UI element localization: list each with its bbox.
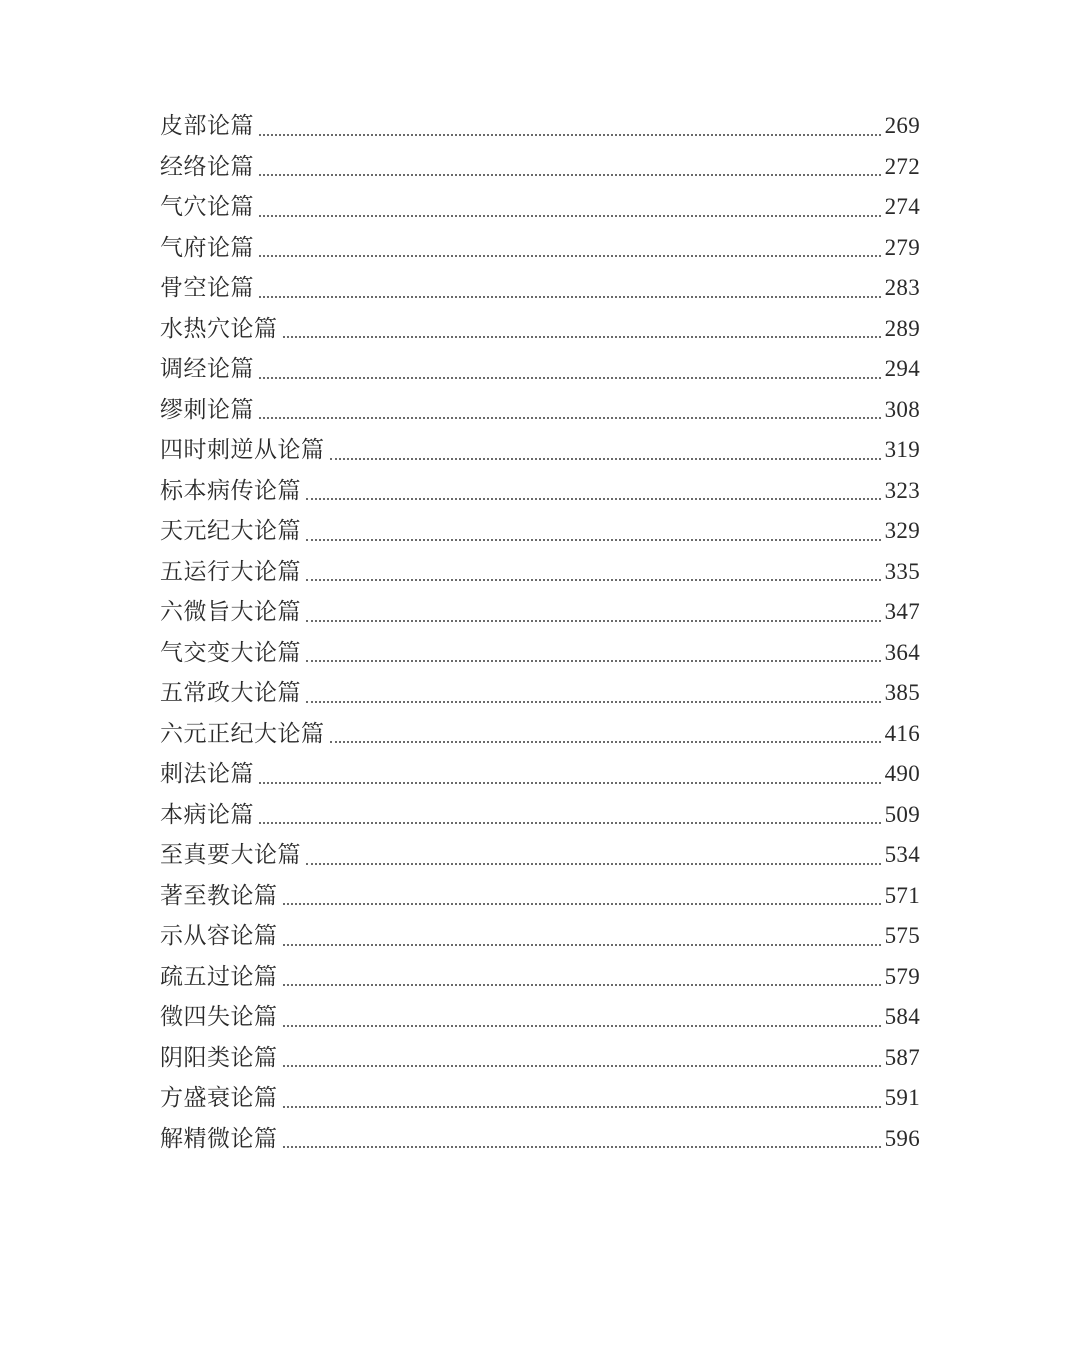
toc-entry-title: 缪刺论篇 xyxy=(160,396,254,423)
toc-entry xyxy=(160,147,920,188)
dot-leader xyxy=(259,134,881,136)
dot-leader xyxy=(306,579,881,581)
toc-entry xyxy=(160,916,920,957)
toc-entry-title: 四时刺逆从论篇 xyxy=(160,437,325,463)
toc-entry xyxy=(160,754,920,795)
toc-entry xyxy=(160,106,920,147)
toc-entry-title: 至真要大论篇 xyxy=(160,842,301,868)
dot-leader xyxy=(259,782,881,784)
toc-entry-title: 气穴论篇 xyxy=(160,194,254,220)
toc-entry-title: 气交变大论篇 xyxy=(160,639,301,666)
toc-entry-page: 283 xyxy=(884,275,920,300)
toc-entry-page: 509 xyxy=(884,801,920,827)
toc-entry xyxy=(160,1078,920,1119)
toc-entry xyxy=(160,228,920,269)
toc-entry-title: 经络论篇 xyxy=(160,153,254,180)
toc-entry-page: 335 xyxy=(884,558,920,584)
toc-entry-title: 六元正纪大论篇 xyxy=(160,720,325,747)
toc-entry-page: 319 xyxy=(884,437,920,462)
toc-entry-page: 329 xyxy=(884,518,920,543)
toc-entry-title: 徵四失论篇 xyxy=(160,1004,278,1030)
dot-leader xyxy=(259,296,881,298)
toc-entry xyxy=(160,1038,920,1079)
toc-entry-page: 279 xyxy=(884,234,920,260)
toc-entry-title: 示从容论篇 xyxy=(160,923,278,949)
toc-entry xyxy=(160,957,920,998)
toc-entry-page: 591 xyxy=(884,1085,920,1110)
toc-entry-title: 解精微论篇 xyxy=(160,1125,278,1152)
dot-leader xyxy=(306,620,881,622)
toc-entry xyxy=(160,309,920,350)
toc-entry xyxy=(160,592,920,633)
toc-entry xyxy=(160,1119,920,1160)
toc-entry-page: 584 xyxy=(884,1004,920,1029)
dot-leader xyxy=(283,1065,881,1067)
toc-entry-page: 289 xyxy=(884,315,920,341)
toc-entry-title: 骨空论篇 xyxy=(160,275,254,301)
toc-entry xyxy=(160,997,920,1038)
toc-entry xyxy=(160,835,920,876)
dot-leader xyxy=(259,255,881,257)
dot-leader xyxy=(306,863,881,865)
dot-leader xyxy=(330,741,881,743)
toc-entry-page: 587 xyxy=(884,1044,920,1070)
dot-leader xyxy=(283,1106,881,1108)
toc-entry xyxy=(160,430,920,471)
dot-leader xyxy=(283,984,881,986)
dot-leader xyxy=(306,498,881,500)
toc-entry-page: 323 xyxy=(884,477,920,503)
dot-leader xyxy=(259,174,881,176)
toc-entry-page: 294 xyxy=(884,356,920,381)
dot-leader xyxy=(306,539,881,541)
toc-entry xyxy=(160,268,920,309)
dot-leader xyxy=(283,944,881,946)
toc-entry xyxy=(160,511,920,552)
table-of-contents xyxy=(160,106,920,1159)
toc-entry-page: 490 xyxy=(884,761,920,786)
toc-entry-title: 皮部论篇 xyxy=(160,113,254,139)
dot-leader xyxy=(283,1146,881,1148)
toc-entry-title: 天元纪大论篇 xyxy=(160,518,301,544)
toc-entry xyxy=(160,390,920,431)
toc-entry-page: 571 xyxy=(884,882,920,908)
toc-entry-title: 水热穴论篇 xyxy=(160,315,278,342)
toc-entry-title: 五常政大论篇 xyxy=(160,680,301,706)
dot-leader xyxy=(330,458,881,460)
toc-entry-title: 气府论篇 xyxy=(160,234,254,261)
toc-entry-page: 534 xyxy=(884,842,920,867)
toc-entry xyxy=(160,471,920,512)
toc-entry xyxy=(160,876,920,917)
toc-entry xyxy=(160,552,920,593)
toc-entry xyxy=(160,795,920,836)
dot-leader xyxy=(306,660,881,662)
toc-entry-page: 416 xyxy=(884,720,920,746)
toc-entry-title: 本病论篇 xyxy=(160,801,254,828)
toc-entry xyxy=(160,349,920,390)
toc-entry-title: 六微旨大论篇 xyxy=(160,599,301,625)
toc-entry-title: 标本病传论篇 xyxy=(160,477,301,504)
toc-entry-page: 308 xyxy=(884,396,920,422)
toc-entry-title: 五运行大论篇 xyxy=(160,558,301,585)
toc-entry-title: 刺法论篇 xyxy=(160,761,254,787)
toc-entry-title: 方盛衰论篇 xyxy=(160,1085,278,1111)
toc-entry-title: 阴阳类论篇 xyxy=(160,1044,278,1071)
toc-entry-page: 579 xyxy=(884,963,920,989)
toc-entry xyxy=(160,187,920,228)
toc-entry-title: 调经论篇 xyxy=(160,356,254,382)
toc-entry-title: 疏五过论篇 xyxy=(160,963,278,990)
toc-entry-page: 272 xyxy=(884,153,920,179)
dot-leader xyxy=(259,377,881,379)
toc-entry xyxy=(160,633,920,674)
dot-leader xyxy=(259,215,881,217)
dot-leader xyxy=(283,1025,881,1027)
toc-entry-page: 269 xyxy=(884,113,920,138)
toc-entry-page: 575 xyxy=(884,923,920,948)
toc-entry-page: 385 xyxy=(884,680,920,705)
toc-entry-page: 364 xyxy=(884,639,920,665)
dot-leader xyxy=(306,701,881,703)
toc-entry xyxy=(160,714,920,755)
dot-leader xyxy=(283,903,881,905)
toc-entry-page: 347 xyxy=(884,599,920,624)
toc-entry xyxy=(160,673,920,714)
dot-leader xyxy=(283,336,881,338)
toc-entry-page: 596 xyxy=(884,1125,920,1151)
toc-entry-title: 著至教论篇 xyxy=(160,882,278,909)
dot-leader xyxy=(259,822,881,824)
dot-leader xyxy=(259,417,881,419)
toc-entry-page: 274 xyxy=(884,194,920,219)
